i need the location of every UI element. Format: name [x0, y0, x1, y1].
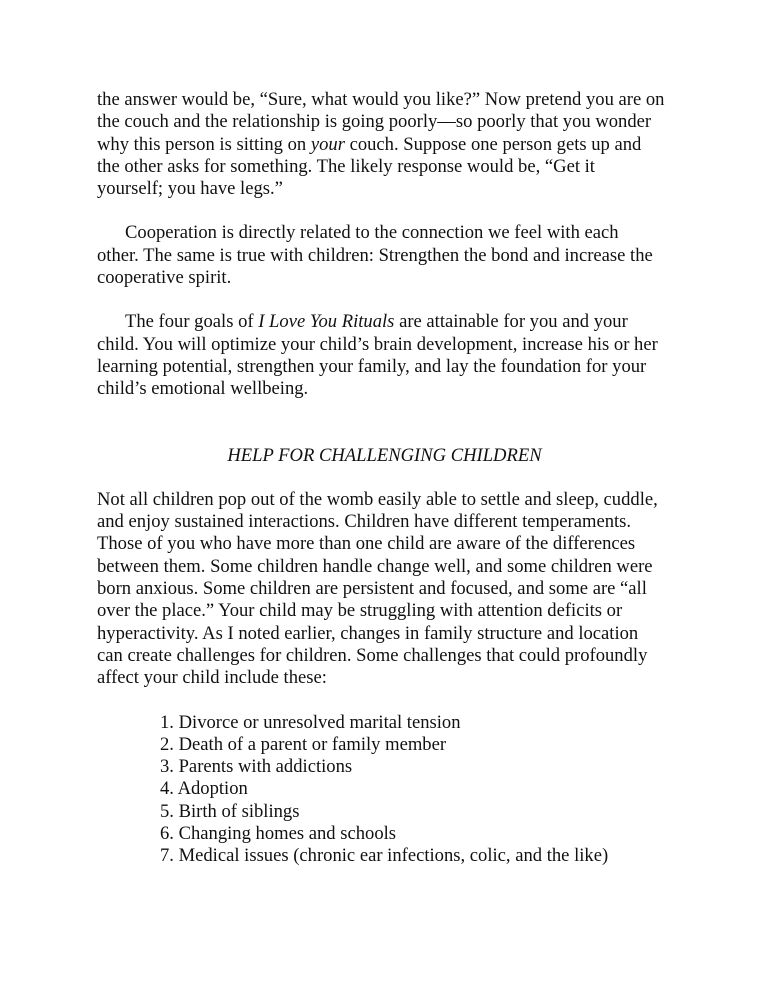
- text-line: between them. Some children handle change well, and some children were: [97, 555, 653, 577]
- text-line: born anxious. Some children are persistent and focused, and some are “all: [97, 578, 647, 600]
- text-line: learning potential, strengthen your family, and lay the foundation for your: [97, 355, 647, 377]
- page-body: [97, 89, 697, 868]
- section-heading: HELP FOR CHALLENGING CHILDREN: [227, 444, 542, 466]
- paragraph-gap: [97, 467, 697, 489]
- list-item: 1. Divorce or unresolved marital tension: [160, 711, 461, 733]
- text-line: [97, 311, 697, 333]
- text-line: hyperactivity. As I noted earlier, changes in family structure and location: [97, 622, 639, 644]
- paragraph-gap: [97, 690, 697, 712]
- emphasized-word: your: [310, 133, 345, 155]
- list-item: 2. Death of a parent or family member: [160, 733, 447, 755]
- text-fragment: why this person is sitting on: [97, 133, 311, 155]
- text-line: cooperative spirit.: [97, 267, 232, 289]
- text-line: yourself; you have legs.”: [97, 178, 283, 200]
- paragraph-gap: [97, 289, 697, 311]
- text-line: the answer would be, “Sure, what would you like?” Now pretend you are on: [97, 89, 665, 110]
- list-item: 7. Medical issues (chronic ear infections, colic, and the like): [160, 845, 609, 867]
- text-line: Not all children pop out of the womb easily able to settle and sleep, cuddle,: [97, 488, 658, 510]
- text-line: Cooperation is directly related to the connection we feel with each: [125, 222, 619, 244]
- text-line: and enjoy sustained interactions. Children have different temperaments.: [97, 511, 632, 533]
- paragraph-four-goals: [97, 311, 697, 400]
- text-line: the other asks for something. The likely response would be, “Get it: [97, 155, 595, 177]
- list-item: 4. Adoption: [160, 778, 248, 800]
- paragraph-continuation: [97, 89, 697, 200]
- text-line: Those of you who have more than one child are aware of the differences: [97, 533, 636, 555]
- paragraph-challenging-children: [97, 489, 697, 690]
- list-item: 5. Birth of siblings: [160, 800, 300, 822]
- text-line: child’s emotional wellbeing.: [97, 378, 309, 400]
- paragraph-cooperation: [97, 222, 697, 289]
- text-line: child. You will optimize your child’s brain development, increase his or her: [97, 333, 658, 355]
- book-title: I Love You Rituals: [258, 311, 395, 333]
- list-item: 6. Changing homes and schools: [160, 823, 397, 845]
- paragraph-gap: [97, 401, 697, 423]
- text-fragment: couch. Suppose one person gets up and: [344, 133, 642, 155]
- text-line: affect your child include these:: [97, 667, 327, 689]
- text-line: can create challenges for children. Some challenges that could profoundly: [97, 644, 648, 666]
- paragraph-gap: [97, 200, 697, 222]
- text-line: the couch and the relationship is going poorly—so poorly that you wonder: [97, 111, 652, 133]
- text-fragment: are attainable for you and your: [394, 311, 628, 333]
- text-line: [97, 134, 697, 156]
- text-line: over the place.” Your child may be struggling with attention deficits or: [97, 600, 623, 622]
- text-fragment: The four goals of: [125, 311, 259, 333]
- text-line: other. The same is true with children: Strengthen the bond and increase the: [97, 244, 653, 266]
- list-item: 3. Parents with addictions: [160, 756, 353, 778]
- paragraph-gap: [97, 423, 697, 445]
- challenges-list: [97, 712, 697, 868]
